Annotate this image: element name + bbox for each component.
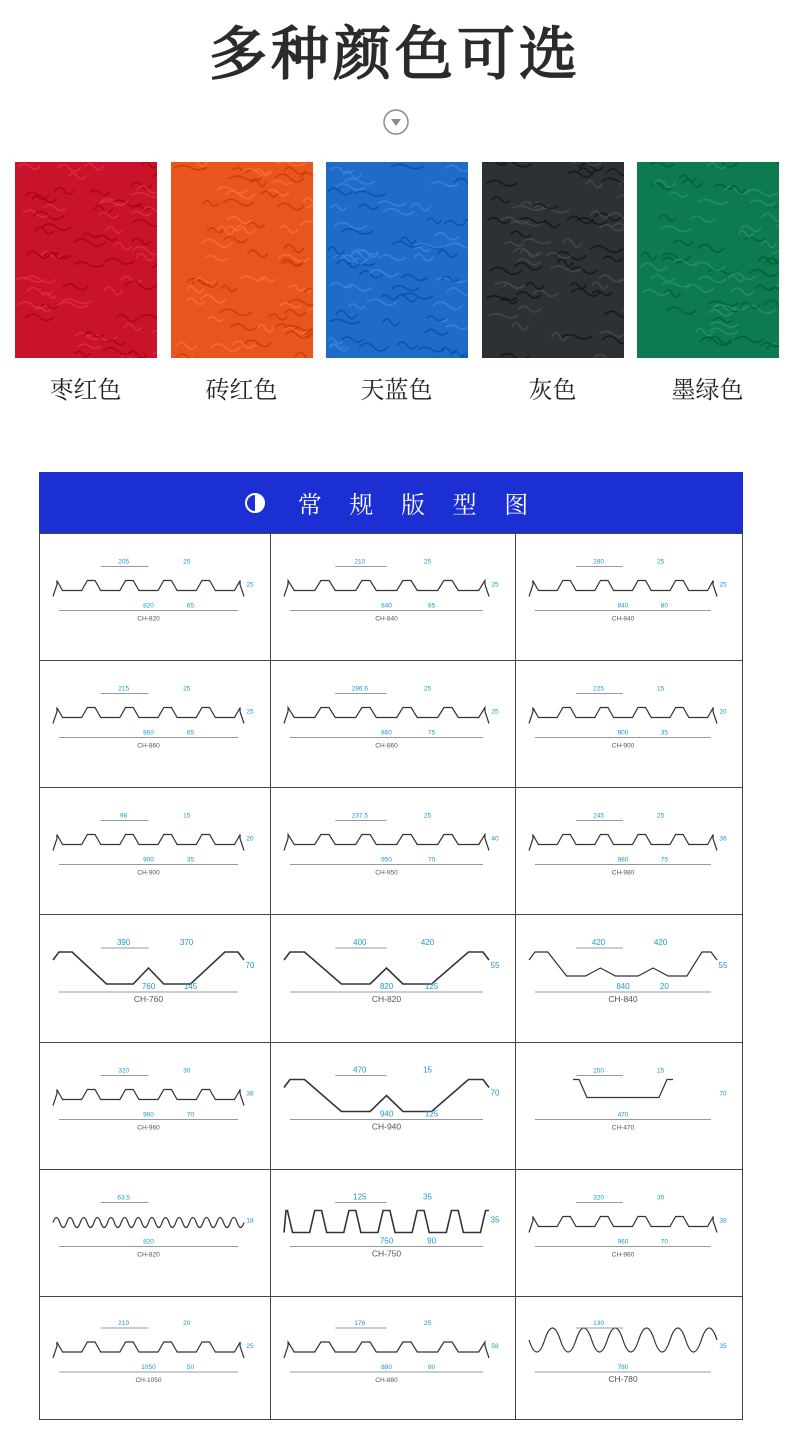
profile-cell	[515, 914, 743, 1042]
profile-cell	[515, 660, 743, 787]
dimension-label: 80	[427, 1364, 436, 1371]
dimension-label: 125	[424, 982, 439, 991]
dimension-label: 470	[617, 1111, 629, 1119]
dimension-label: 25	[719, 581, 727, 589]
dimension-label: 90	[427, 1236, 437, 1246]
page-title: 多种颜色可选	[208, 20, 581, 88]
dimension-label: 25	[423, 1320, 432, 1327]
dimension-label: 35	[719, 1343, 727, 1350]
half-circle-icon	[244, 492, 266, 514]
dimension-label: 70	[245, 961, 255, 970]
color-swatch	[326, 162, 468, 358]
dimension-label: 960	[143, 1111, 154, 1119]
profile-code: CH-900	[611, 742, 635, 750]
profile-outline	[53, 835, 244, 851]
profile-diagram	[39, 533, 270, 660]
dimension-label: 25	[423, 558, 432, 566]
profile-code: CH-470	[611, 1124, 635, 1132]
profile-outline	[529, 581, 717, 597]
dimension-label: 390	[116, 938, 131, 947]
profile-cell	[39, 1169, 270, 1296]
profile-outline	[529, 708, 717, 724]
dimension-label: 960	[617, 1238, 629, 1246]
profile-code: CH-960	[611, 1251, 635, 1259]
profile-diagram	[270, 914, 515, 1042]
dimension-label: 15	[656, 685, 665, 693]
profile-diagram	[270, 787, 515, 914]
profile-table-title: 常 规 版 型 图	[297, 491, 539, 519]
dimension-label: 65	[427, 602, 436, 610]
dimension-label: 50	[186, 1364, 195, 1371]
dimension-label: 75	[660, 856, 668, 864]
dimension-label: 125	[424, 1109, 439, 1119]
dimension-label: 98	[120, 812, 128, 820]
dimension-label: 320	[593, 1194, 604, 1202]
profile-cell	[270, 1296, 515, 1420]
dimension-label: 25	[423, 812, 432, 820]
dimension-label: 950	[381, 856, 392, 864]
dimension-label: 940	[379, 1109, 394, 1119]
dimension-label: 400	[353, 938, 367, 947]
dimension-label: 25	[246, 1343, 254, 1350]
dimension-label: 880	[381, 1364, 392, 1371]
dimension-label: 20	[183, 1320, 191, 1327]
dimension-label: 820	[143, 1238, 154, 1246]
dimension-label: 65	[186, 602, 195, 610]
profile-code: CH-900	[137, 869, 160, 877]
profile-cell	[270, 1042, 515, 1169]
profile-cell	[39, 660, 270, 787]
profile-code: CH-840	[375, 615, 398, 623]
dimension-label: 215	[118, 685, 130, 693]
dimension-label: 750	[379, 1236, 394, 1246]
profile-cell	[515, 533, 743, 660]
profile-diagram	[39, 660, 270, 787]
dimension-label: 20	[246, 835, 254, 843]
profile-diagram	[270, 1296, 515, 1420]
profile-outline	[284, 581, 489, 597]
profile-outline	[284, 952, 489, 984]
dimension-label: 25	[183, 558, 191, 566]
profile-diagram	[39, 787, 270, 914]
profile-diagram	[270, 1042, 515, 1169]
profile-diagram	[270, 1169, 515, 1296]
profile-outline	[53, 708, 244, 724]
profile-code: CH-1050	[135, 1377, 162, 1384]
profile-cell	[270, 914, 515, 1042]
dimension-label: 63.5	[117, 1194, 130, 1202]
dimension-label: 210	[118, 1320, 130, 1327]
dimension-label: 176	[354, 1320, 366, 1327]
dimension-label: 25	[246, 581, 254, 589]
dimension-label: 38	[246, 1090, 254, 1098]
dimension-label: 70	[186, 1111, 195, 1119]
profile-diagram	[515, 1169, 743, 1296]
dimension-label: 820	[379, 982, 394, 991]
profile-code: CH-860	[137, 742, 160, 750]
profile-outline	[284, 1342, 489, 1358]
profile-diagram	[515, 1296, 743, 1420]
profile-code: CH-820	[137, 1251, 160, 1259]
color-swatch-label: 灰色	[528, 376, 577, 404]
dimension-label: 125	[353, 1192, 367, 1202]
profile-outline	[529, 1217, 717, 1233]
dimension-label: 470	[353, 1065, 367, 1075]
profile-table-header	[39, 472, 743, 533]
profile-outline	[529, 835, 717, 851]
dimension-label: 35	[186, 856, 195, 864]
dimension-label: 40	[491, 835, 499, 843]
dimension-label: 70	[660, 1238, 668, 1246]
profile-diagram	[515, 1042, 743, 1169]
profile-outline	[573, 1080, 673, 1098]
profile-outline	[53, 1342, 244, 1358]
profile-cell	[515, 1042, 743, 1169]
color-swatch	[15, 162, 157, 358]
dimension-label: 75	[427, 729, 436, 737]
profile-code: CH-980	[611, 869, 635, 877]
color-swatch-label: 墨绿色	[671, 376, 744, 404]
dimension-label: 320	[118, 1067, 130, 1075]
color-swatch-label: 砖红色	[205, 376, 278, 404]
profile-diagram	[270, 533, 515, 660]
profile-outline	[284, 1211, 489, 1233]
profile-cell	[515, 1296, 743, 1420]
dimension-label: 20	[659, 982, 669, 991]
profile-outline	[529, 1328, 717, 1352]
dimension-label: 25	[656, 812, 665, 820]
dimension-label: 420	[591, 938, 606, 947]
chevron-down-circle-icon	[382, 108, 410, 136]
dimension-label: 370	[180, 938, 194, 947]
dimension-label: 15	[423, 1065, 432, 1075]
profile-code: CH-960	[137, 1124, 160, 1132]
dimension-label: 15	[183, 812, 191, 820]
color-swatch	[482, 162, 624, 358]
dimension-label: 840	[617, 602, 629, 610]
dimension-label: 900	[143, 856, 154, 864]
profile-code: CH-820	[137, 615, 160, 623]
color-swatch-label: 枣红色	[49, 376, 122, 404]
profile-cell	[39, 787, 270, 914]
dimension-label: 70	[719, 1090, 727, 1098]
profile-outline	[53, 581, 244, 597]
dimension-label: 250	[593, 1067, 604, 1075]
dimension-label: 860	[381, 729, 392, 737]
profile-diagram	[515, 787, 743, 914]
profile-diagram	[39, 1296, 270, 1420]
dimension-label: 840	[616, 982, 630, 991]
dimension-label: 58	[491, 1343, 499, 1350]
profile-cell	[515, 1169, 743, 1296]
dimension-label: 35	[660, 729, 668, 737]
profile-diagram	[515, 660, 743, 787]
dimension-label: 760	[141, 982, 156, 991]
profile-outline	[284, 1080, 489, 1112]
dimension-label: 145	[183, 982, 198, 991]
profile-outline	[529, 952, 717, 976]
profile-cell	[270, 1169, 515, 1296]
profile-code: CH-820	[371, 994, 402, 1004]
profile-code: CH-940	[371, 1121, 402, 1132]
profile-diagram	[39, 1169, 270, 1296]
dimension-label: 1050	[141, 1364, 156, 1371]
dimension-label: 25	[491, 708, 499, 716]
dimension-label: 420	[653, 938, 668, 947]
dimension-label: 55	[490, 961, 500, 970]
profile-diagram	[515, 533, 743, 660]
profile-cell	[39, 1296, 270, 1420]
profile-code: CH-750	[371, 1248, 402, 1259]
dimension-label: 80	[660, 602, 668, 610]
dimension-label: 38	[719, 1217, 727, 1225]
dimension-label: 36	[719, 835, 727, 843]
profile-outline	[53, 1218, 244, 1228]
dimension-label: 205	[118, 558, 130, 566]
dimension-label: 25	[656, 558, 665, 566]
dimension-label: 30	[183, 1067, 191, 1075]
dimension-label: 900	[617, 729, 629, 737]
dimension-label: 840	[381, 602, 392, 610]
dimension-label: 245	[593, 812, 604, 820]
profile-cell	[39, 533, 270, 660]
dimension-label: 35	[423, 1192, 432, 1202]
profile-code: CH-950	[375, 869, 398, 877]
profile-code: CH-760	[133, 994, 164, 1004]
dimension-label: 225	[593, 685, 604, 693]
dimension-label: 25	[491, 581, 499, 589]
color-swatch-label: 天蓝色	[360, 376, 433, 404]
dimension-label: 420	[420, 938, 435, 947]
profile-code: CH-780	[608, 1374, 638, 1384]
dimension-label: 65	[186, 729, 195, 737]
dimension-label: 20	[719, 708, 727, 716]
dimension-label: 15	[656, 1067, 665, 1075]
dimension-label: 210	[354, 558, 366, 566]
profile-diagram	[39, 1042, 270, 1169]
profile-outline	[53, 952, 244, 984]
profile-grid	[39, 533, 743, 1420]
profile-code: CH-860	[375, 742, 398, 750]
profile-diagram	[270, 660, 515, 787]
profile-cell	[270, 660, 515, 787]
dimension-label: 280	[593, 558, 604, 566]
dimension-label: 55	[718, 961, 728, 970]
dimension-label: 25	[246, 708, 254, 716]
dimension-label: 780	[617, 1364, 629, 1371]
profile-code: CH-840	[611, 615, 635, 623]
dimension-label: 130	[593, 1320, 604, 1327]
profile-diagram	[515, 914, 743, 1042]
color-swatch	[171, 162, 313, 358]
dimension-label: 286.6	[351, 685, 368, 693]
dimension-label: 70	[490, 1088, 500, 1098]
profile-outline	[284, 835, 489, 851]
dimension-label: 35	[490, 1215, 500, 1225]
profile-code: CH-880	[375, 1377, 398, 1384]
dimension-label: 18	[246, 1217, 254, 1225]
color-swatch	[637, 162, 779, 358]
profile-outline	[284, 708, 489, 724]
dimension-label: 25	[183, 685, 191, 693]
dimension-label: 25	[423, 685, 432, 693]
dimension-label: 820	[143, 602, 154, 610]
profile-cell	[270, 787, 515, 914]
profile-outline	[53, 1090, 244, 1106]
profile-cell	[39, 914, 270, 1042]
profile-cell	[270, 533, 515, 660]
profile-diagram	[39, 914, 270, 1042]
dimension-label: 30	[656, 1194, 665, 1202]
profile-cell	[39, 1042, 270, 1169]
profile-code: CH-840	[608, 994, 638, 1004]
dimension-label: 860	[143, 729, 154, 737]
dimension-label: 237.5	[351, 812, 368, 820]
dimension-label: 980	[617, 856, 629, 864]
dimension-label: 70	[427, 856, 436, 864]
profile-cell	[515, 787, 743, 914]
